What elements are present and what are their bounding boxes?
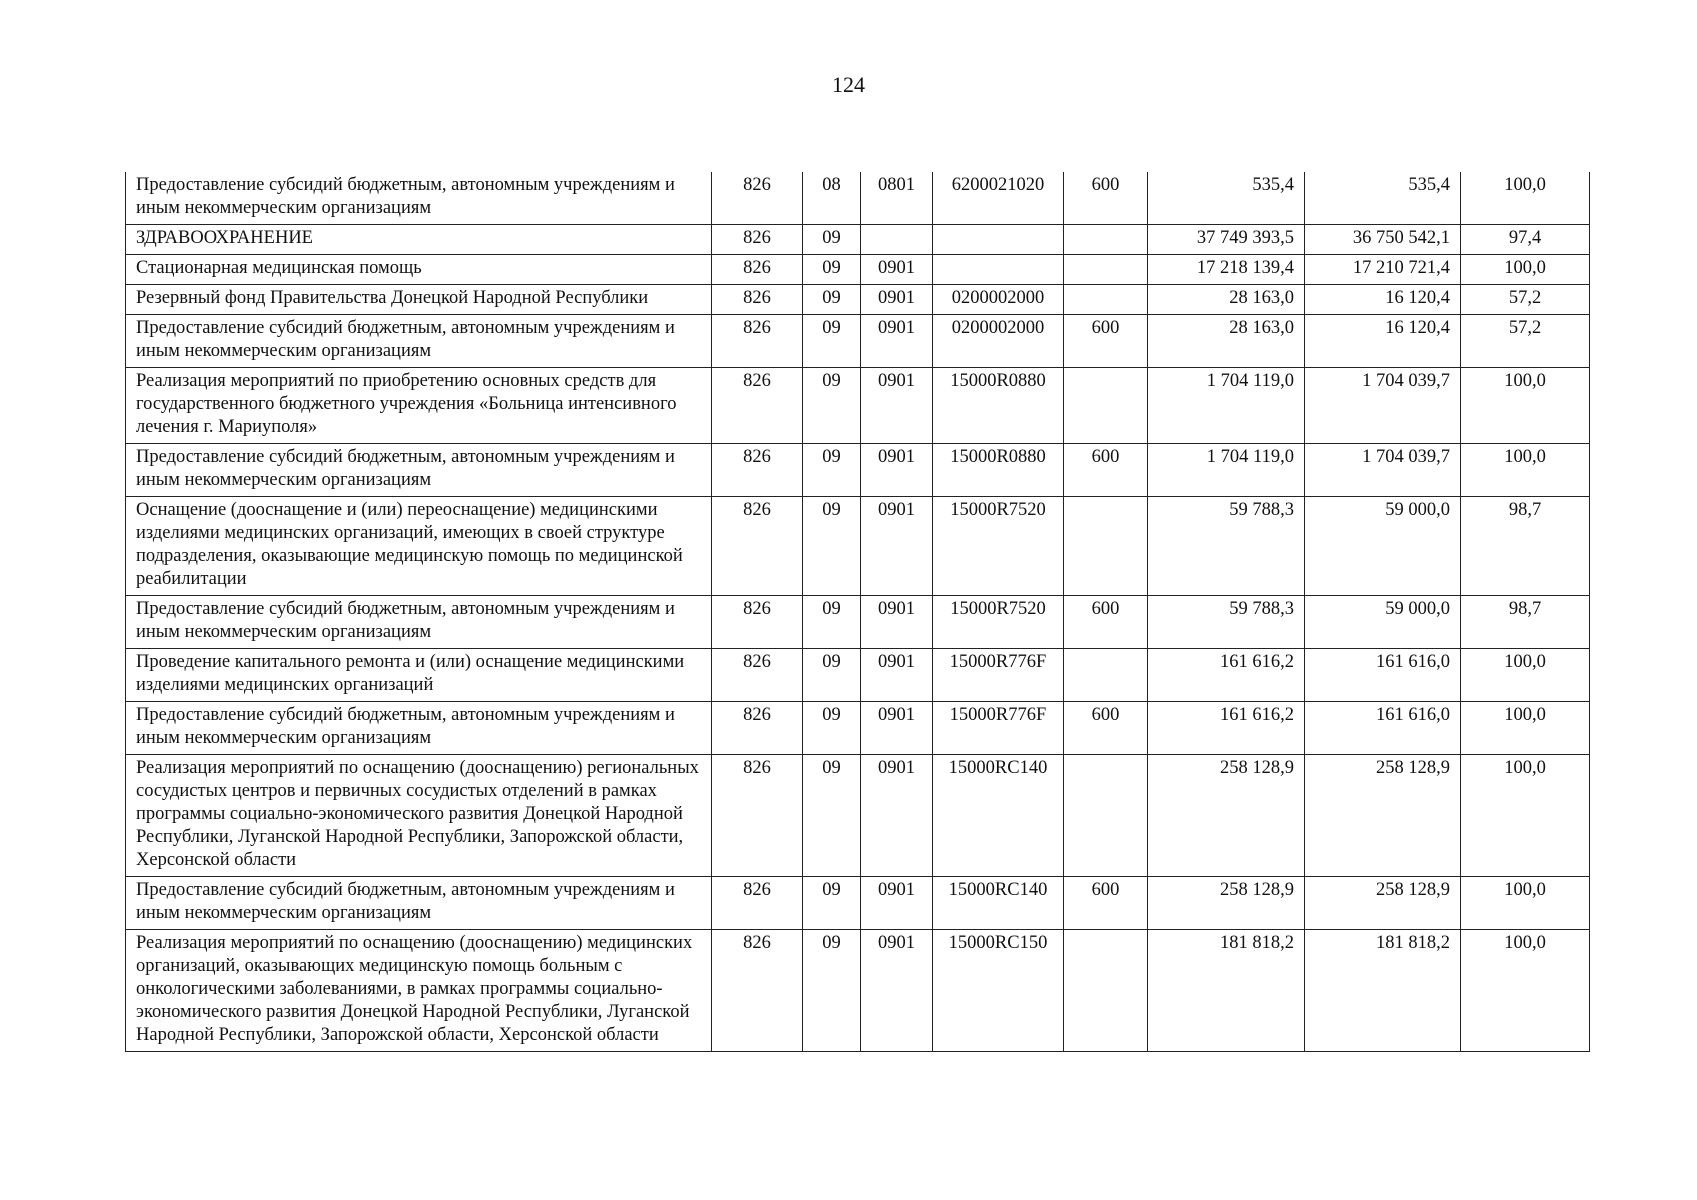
target-code-cell: 15000R776F (933, 702, 1064, 755)
ministry-code-cell: 826 (712, 444, 803, 497)
subsection-code-cell: 0901 (861, 755, 933, 877)
expense-type-cell (1064, 755, 1148, 877)
planned-amount-cell: 1 704 119,0 (1148, 368, 1305, 444)
expense-type-cell: 600 (1064, 172, 1148, 225)
section-code-cell: 09 (803, 497, 861, 596)
executed-amount-cell: 59 000,0 (1305, 497, 1461, 596)
table-body (126, 172, 1590, 1052)
planned-amount-cell: 161 616,2 (1148, 702, 1305, 755)
table-row (126, 172, 1590, 225)
executed-amount-cell: 181 818,2 (1305, 930, 1461, 1052)
ministry-code-cell: 826 (712, 225, 803, 255)
subsection-code-cell: 0901 (861, 315, 933, 368)
target-code-cell (933, 225, 1064, 255)
subsection-code-cell: 0901 (861, 444, 933, 497)
planned-amount-cell: 28 163,0 (1148, 315, 1305, 368)
planned-amount-cell: 258 128,9 (1148, 755, 1305, 877)
ministry-code-cell: 826 (712, 649, 803, 702)
planned-amount-cell: 59 788,3 (1148, 596, 1305, 649)
table-row (126, 702, 1590, 755)
subsection-code-cell: 0801 (861, 172, 933, 225)
row-name-cell: Предоставление субсидий бюджетным, автономным учреждениям и иным некоммерческим организациям (126, 596, 712, 649)
section-code-cell: 09 (803, 285, 861, 315)
percent-cell: 98,7 (1461, 497, 1590, 596)
table-row (126, 930, 1590, 1052)
row-name-cell: Реализация мероприятий по оснащению (дооснащению) региональных сосудистых центров и первичных сосудистых отделений в рамках программы социально-экономического развития Донецкой Народной Республики, Луганской Народной Республики, Запорожской области, Херсонской области (126, 755, 712, 877)
percent-cell: 100,0 (1461, 702, 1590, 755)
executed-amount-cell: 17 210 721,4 (1305, 255, 1461, 285)
ministry-code-cell: 826 (712, 285, 803, 315)
section-code-cell: 09 (803, 596, 861, 649)
table-row (126, 225, 1590, 255)
executed-amount-cell: 1 704 039,7 (1305, 368, 1461, 444)
ministry-code-cell: 826 (712, 368, 803, 444)
table-row (126, 255, 1590, 285)
target-code-cell: 0200002000 (933, 285, 1064, 315)
expense-type-cell (1064, 649, 1148, 702)
expense-type-cell: 600 (1064, 444, 1148, 497)
ministry-code-cell: 826 (712, 596, 803, 649)
subsection-code-cell: 0901 (861, 930, 933, 1052)
row-name-cell: Реализация мероприятий по оснащению (дооснащению) медицинских организаций, оказывающих медицинскую помощь больным с онкологическими заболеваниями, в рамках программы социально-экономического развития Донецкой Народной Республики, Луганской Народной Республики, Запорожской области, Херсонской области (126, 930, 712, 1052)
section-code-cell: 09 (803, 225, 861, 255)
table-row (126, 285, 1590, 315)
table-row (126, 315, 1590, 368)
expense-type-cell (1064, 930, 1148, 1052)
row-name-cell: Резервный фонд Правительства Донецкой Народной Республики (126, 285, 712, 315)
percent-cell: 98,7 (1461, 596, 1590, 649)
executed-amount-cell: 258 128,9 (1305, 755, 1461, 877)
row-name-cell: ЗДРАВООХРАНЕНИЕ (126, 225, 712, 255)
section-code-cell: 09 (803, 368, 861, 444)
expense-type-cell: 600 (1064, 596, 1148, 649)
ministry-code-cell: 826 (712, 255, 803, 285)
percent-cell: 100,0 (1461, 172, 1590, 225)
percent-cell: 100,0 (1461, 755, 1590, 877)
ministry-code-cell: 826 (712, 315, 803, 368)
percent-cell: 100,0 (1461, 649, 1590, 702)
expense-type-cell: 600 (1064, 315, 1148, 368)
executed-amount-cell: 535,4 (1305, 172, 1461, 225)
section-code-cell: 09 (803, 755, 861, 877)
section-code-cell: 09 (803, 930, 861, 1052)
percent-cell: 100,0 (1461, 877, 1590, 930)
expense-type-cell (1064, 368, 1148, 444)
percent-cell: 100,0 (1461, 255, 1590, 285)
subsection-code-cell: 0901 (861, 497, 933, 596)
subsection-code-cell: 0901 (861, 285, 933, 315)
target-code-cell: 15000R7520 (933, 497, 1064, 596)
target-code-cell: 15000RC140 (933, 877, 1064, 930)
target-code-cell: 15000RC150 (933, 930, 1064, 1052)
target-code-cell: 15000RC140 (933, 755, 1064, 877)
row-name-cell: Стационарная медицинская помощь (126, 255, 712, 285)
target-code-cell: 15000R0880 (933, 368, 1064, 444)
planned-amount-cell: 1 704 119,0 (1148, 444, 1305, 497)
percent-cell: 57,2 (1461, 285, 1590, 315)
planned-amount-cell: 258 128,9 (1148, 877, 1305, 930)
planned-amount-cell: 59 788,3 (1148, 497, 1305, 596)
target-code-cell (933, 255, 1064, 285)
percent-cell: 100,0 (1461, 368, 1590, 444)
budget-table (125, 172, 1590, 1052)
row-name-cell: Проведение капитального ремонта и (или) оснащение медицинскими изделиями медицинских организаций (126, 649, 712, 702)
executed-amount-cell: 161 616,0 (1305, 702, 1461, 755)
section-code-cell: 09 (803, 315, 861, 368)
target-code-cell: 15000R7520 (933, 596, 1064, 649)
percent-cell: 100,0 (1461, 444, 1590, 497)
row-name-cell: Предоставление субсидий бюджетным, автономным учреждениям и иным некоммерческим организациям (126, 877, 712, 930)
subsection-code-cell: 0901 (861, 255, 933, 285)
section-code-cell: 09 (803, 702, 861, 755)
row-name-cell: Предоставление субсидий бюджетным, автономным учреждениям и иным некоммерческим организациям (126, 172, 712, 225)
expense-type-cell: 600 (1064, 877, 1148, 930)
row-name-cell: Предоставление субсидий бюджетным, автономным учреждениям и иным некоммерческим организациям (126, 315, 712, 368)
executed-amount-cell: 16 120,4 (1305, 285, 1461, 315)
table-row (126, 649, 1590, 702)
executed-amount-cell: 59 000,0 (1305, 596, 1461, 649)
section-code-cell: 08 (803, 172, 861, 225)
executed-amount-cell: 36 750 542,1 (1305, 225, 1461, 255)
section-code-cell: 09 (803, 255, 861, 285)
planned-amount-cell: 37 749 393,5 (1148, 225, 1305, 255)
subsection-code-cell: 0901 (861, 596, 933, 649)
subsection-code-cell: 0901 (861, 649, 933, 702)
section-code-cell: 09 (803, 649, 861, 702)
table-row (126, 368, 1590, 444)
percent-cell: 57,2 (1461, 315, 1590, 368)
executed-amount-cell: 258 128,9 (1305, 877, 1461, 930)
table-row (126, 497, 1590, 596)
planned-amount-cell: 181 818,2 (1148, 930, 1305, 1052)
table-row (126, 444, 1590, 497)
target-code-cell: 0200002000 (933, 315, 1064, 368)
subsection-code-cell: 0901 (861, 368, 933, 444)
ministry-code-cell: 826 (712, 755, 803, 877)
target-code-cell: 15000R776F (933, 649, 1064, 702)
percent-cell: 100,0 (1461, 930, 1590, 1052)
planned-amount-cell: 161 616,2 (1148, 649, 1305, 702)
subsection-code-cell: 0901 (861, 877, 933, 930)
planned-amount-cell: 17 218 139,4 (1148, 255, 1305, 285)
table-row (126, 596, 1590, 649)
executed-amount-cell: 16 120,4 (1305, 315, 1461, 368)
expense-type-cell: 600 (1064, 702, 1148, 755)
ministry-code-cell: 826 (712, 497, 803, 596)
row-name-cell: Оснащение (дооснащение и (или) переоснащение) медицинскими изделиями медицинских организаций, имеющих в своей структуре подразделения, оказывающие медицинскую помощь по медицинской реабилитации (126, 497, 712, 596)
subsection-code-cell (861, 225, 933, 255)
executed-amount-cell: 1 704 039,7 (1305, 444, 1461, 497)
expense-type-cell (1064, 255, 1148, 285)
ministry-code-cell: 826 (712, 930, 803, 1052)
expense-type-cell (1064, 225, 1148, 255)
target-code-cell: 6200021020 (933, 172, 1064, 225)
table-row (126, 877, 1590, 930)
section-code-cell: 09 (803, 444, 861, 497)
row-name-cell: Предоставление субсидий бюджетным, автономным учреждениям и иным некоммерческим организациям (126, 702, 712, 755)
row-name-cell: Предоставление субсидий бюджетным, автономным учреждениям и иным некоммерческим организациям (126, 444, 712, 497)
ministry-code-cell: 826 (712, 877, 803, 930)
section-code-cell: 09 (803, 877, 861, 930)
planned-amount-cell: 28 163,0 (1148, 285, 1305, 315)
subsection-code-cell: 0901 (861, 702, 933, 755)
page-number: 124 (832, 72, 865, 97)
row-name-cell: Реализация мероприятий по приобретению основных средств для государственного бюджетного учреждения «Больница интенсивного лечения г. Мариуполя» (126, 368, 712, 444)
table-row (126, 755, 1590, 877)
ministry-code-cell: 826 (712, 702, 803, 755)
expense-type-cell (1064, 497, 1148, 596)
planned-amount-cell: 535,4 (1148, 172, 1305, 225)
percent-cell: 97,4 (1461, 225, 1590, 255)
ministry-code-cell: 826 (712, 172, 803, 225)
target-code-cell: 15000R0880 (933, 444, 1064, 497)
executed-amount-cell: 161 616,0 (1305, 649, 1461, 702)
expense-type-cell (1064, 285, 1148, 315)
